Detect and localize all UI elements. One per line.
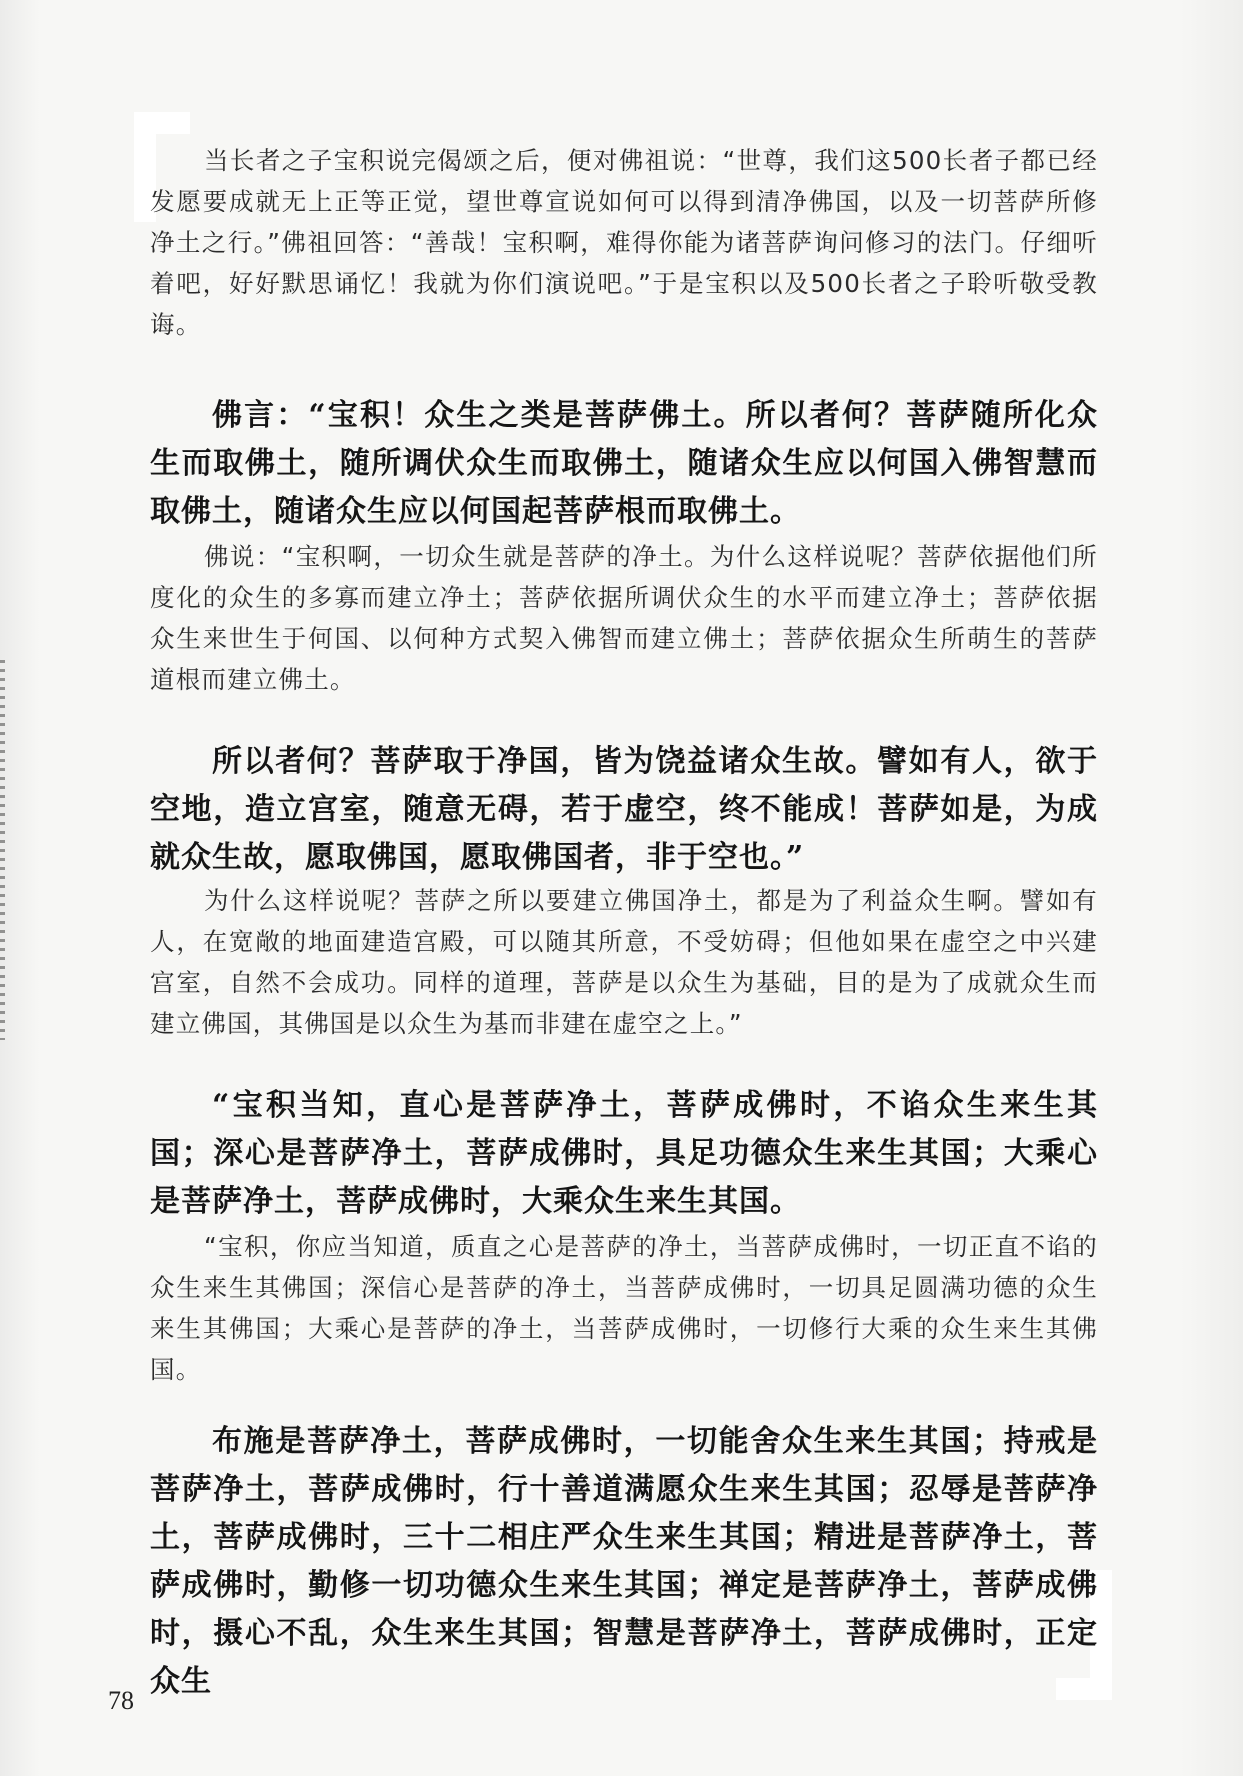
translation-paragraph-2: 佛说：“宝积啊，一切众生就是菩萨的净土。为什么这样说呢？菩萨依据他们所度化的众生的多寡而建立净土；菩萨依据所调伏众生的水平而建立净土；菩萨依据众生来世生于何国、以何种方式契入佛智而建立佛土；菩萨依据众生所萌生的菩萨道根而建立佛土。 [150,542,1098,694]
translation-paragraph-4: “宝积，你应当知道，质直之心是菩萨的净土，当菩萨成佛时，一切正直不谄的众生来生其佛国；深信心是菩萨的净土，当菩萨成佛时，一切具足圆满功德的众生来生其佛国；大乘心是菩萨的净土，当菩萨成佛时，一切修行大乘的众生来生其佛国。 [150,1232,1098,1384]
translation-paragraph-1: 当长者之子宝积说完偈颂之后，便对佛祖说：“世尊，我们这500长者子都已经发愿要成就无上正等正觉，望世尊宣说如何可以得到清净佛国，以及一切菩萨所修净土之行。”佛祖回答：“善哉！宝积啊，难得你能为诸菩萨询问修习的法门。仔细听着吧，好好默思诵忆！我就为你们演说吧。”于是宝积以及500长者之子聆听敬受教诲。 [150,146,1098,339]
binding-shadow [0,660,5,1040]
translation-paragraph-3: 为什么这样说呢？菩萨之所以要建立佛国净土，都是为了利益众生啊。譬如有人，在宽敞的地面建造宫殿，可以随其所意，不受妨碍；但他如果在虚空之中兴建宫室，自然不会成功。同样的道理，菩萨是以众生为基础，目的是为了成就众生而建立佛国，其佛国是以众生为基而非建在虚空之上。” [150,886,1098,1038]
original-paragraph-3: “宝积当知，直心是菩萨净土，菩萨成佛时，不谄众生来生其国；深心是菩萨净土，菩萨成佛时，具足功德众生来生其国；大乘心是菩萨净土，菩萨成佛时，大乘众生来生其国。 [150,1088,1098,1219]
page-number: 78 [108,1686,134,1715]
original-paragraph-2: 所以者何？菩萨取于净国，皆为饶益诸众生故。譬如有人，欲于空地，造立宫室，随意无碍，若于虚空，终不能成！菩萨如是，为成就众生故，愿取佛国，愿取佛国者，非于空也。” [150,744,1098,875]
original-paragraph-1: 佛言：“宝积！众生之类是菩萨佛土。所以者何？菩萨随所化众生而取佛土，随所调伏众生而取佛土，随诸众生应以何国入佛智慧而取佛土，随诸众生应以何国起菩萨根而取佛土。 [150,398,1098,529]
original-paragraph-4: 布施是菩萨净土，菩萨成佛时，一切能舍众生来生其国；持戒是菩萨净土，菩萨成佛时，行十善道满愿众生来生其国；忍辱是菩萨净土，菩萨成佛时，三十二相庄严众生来生其国；精进是菩萨净土，菩萨成佛时，勤修一切功德众生来生其国；禅定是菩萨净土，菩萨成佛时，摄心不乱，众生来生其国；智慧是菩萨净土，菩萨成佛时，正定众生 [150,1424,1098,1699]
